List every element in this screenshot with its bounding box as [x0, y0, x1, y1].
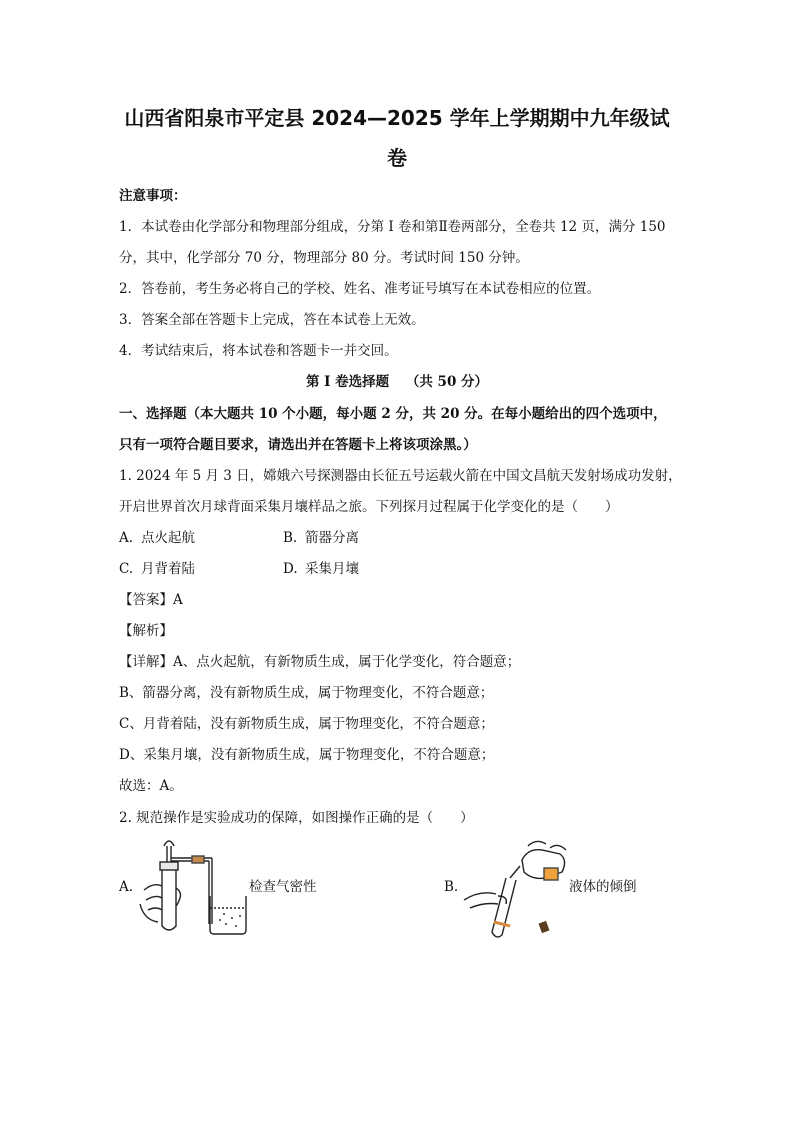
- q2-figure-b-caption: 液体的倾倒: [569, 879, 637, 895]
- part1-instruction-line2: 只有一项符合题目要求，请选出并在答题卡上将该项涂黑。）: [119, 437, 477, 453]
- exam-title-line1: 山西省阳泉市平定县 2024—2025 学年上学期期中九年级试: [124, 106, 670, 130]
- section-heading: [0, 374, 794, 390]
- airtightness-check-apparatus: [140, 838, 255, 938]
- q1-stem-line1: 1. 2024 年 5 月 3 日，嫦娥六号探测器由长征五号运载火箭在中国文昌航天发射场成功发射，: [119, 468, 682, 484]
- q1-option-a: [119, 530, 195, 546]
- option-text: 点火起航: [141, 530, 195, 546]
- option-text: 采集月壤: [305, 561, 359, 577]
- notice-heading: 注意事项：: [119, 188, 187, 204]
- q2-stem: 2. 规范操作是实验成功的保障，如图操作正确的是（ ）: [119, 810, 474, 826]
- option-text: 月背着陆: [141, 561, 195, 577]
- notice-item-4: 4．考试结束后，将本试卷和答题卡一并交回。: [119, 343, 398, 359]
- q1-analysis-label: 【解析】: [119, 623, 173, 639]
- q2-figure-a-key: A.: [119, 879, 134, 895]
- q1-option-c: [119, 561, 195, 577]
- part1-instruction-line1: 一、选择题（本大题共 10 个小题，每小题 2 分，共 20 分。在每小题给出的四个选项中，: [119, 406, 667, 422]
- option-key: A.: [119, 530, 134, 546]
- q1-detail-line1: 【详解】A、点火起航，有新物质生成，属于化学变化，符合题意；: [119, 654, 521, 670]
- option-key: C.: [119, 561, 134, 577]
- q1-answer: 【答案】A: [119, 592, 183, 608]
- q1-detail-conclusion: 故选：A。: [119, 778, 183, 794]
- section-score: （共 50 分）: [405, 374, 489, 390]
- liquid-pouring-apparatus: [462, 840, 572, 940]
- option-key: B.: [283, 530, 298, 546]
- notice-item-1-cont: 分，其中，化学部分 70 分，物理部分 80 分。考试时间 150 分钟。: [119, 250, 529, 266]
- notice-item-1: 1．本试卷由化学部分和物理部分组成，分第 I 卷和第Ⅱ卷两部分，全卷共 12 页，满分 150: [119, 219, 666, 235]
- option-key: D.: [283, 561, 298, 577]
- q1-option-b: [283, 530, 359, 546]
- q2-figure-a-caption: 检查气密性: [249, 879, 317, 895]
- notice-item-2: 2．答卷前，考生务必将自己的学校、姓名、准考证号填写在本试卷相应的位置。: [119, 281, 601, 297]
- q1-option-d: [283, 561, 359, 577]
- exam-title-line2: 卷: [387, 146, 407, 170]
- section-title: 第 I 卷选择题: [305, 374, 390, 390]
- q1-stem-line2: 开启世界首次月球背面采集月壤样品之旅。下列探月过程属于化学变化的是（ ）: [119, 499, 619, 515]
- option-text: 箭器分离: [305, 530, 359, 546]
- q1-detail-line3: C、月背着陆，没有新物质生成，属于物理变化，不符合题意；: [119, 716, 494, 732]
- q2-figure-b-key: B.: [444, 879, 459, 895]
- notice-item-3: 3．答案全部在答题卡上完成，答在本试卷上无效。: [119, 312, 425, 328]
- q1-detail-line4: D、采集月壤，没有新物质生成，属于物理变化，不符合题意；: [119, 747, 495, 763]
- q1-detail-line2: B、箭器分离，没有新物质生成，属于物理变化，不符合题意；: [119, 685, 494, 701]
